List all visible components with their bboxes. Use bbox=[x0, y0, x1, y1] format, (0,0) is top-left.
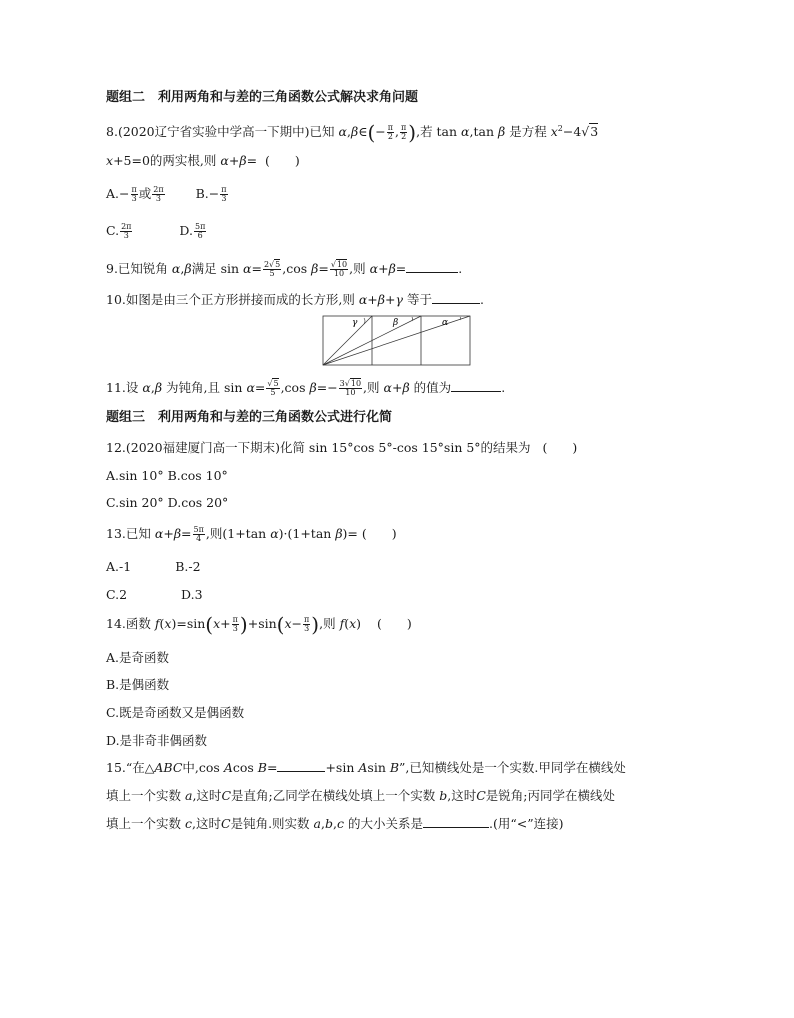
label-gamma: γ bbox=[352, 318, 358, 328]
question-12-options-ab: A.sin 10° B.cos 10° bbox=[106, 468, 228, 483]
three-squares-figure bbox=[320, 313, 472, 369]
question-15-line-3: 填上一个实数 c,这时C是钝角.则实数 a,b,c 的大小关系是 .(用“<”连接) bbox=[106, 816, 564, 831]
answer-paren: ( ) bbox=[264, 153, 300, 168]
answer-paren: ( ) bbox=[361, 526, 397, 541]
question-13: 13.已知 α+β= $\frac{5\pi}{4}$ ,则(1+tan α)·(1+tan β)= ( ) bbox=[106, 525, 397, 543]
answer-blank[interactable] bbox=[406, 260, 458, 273]
question-14: 14.函数 f(x)=sin(x+ $\frac{\pi}{3}$ )+sin(x− $\frac{\pi}{3}$ ),则 f(x) ( ) bbox=[106, 612, 412, 637]
question-8-options-cd: C. $\frac{2\pi}{3}$ D. $\frac{5\pi}{6}$ bbox=[106, 222, 206, 240]
arc-beta bbox=[412, 317, 413, 321]
question-15-line-2: 填上一个实数 a,这时C是直角;乙同学在横线处填上一个实数 b,这时C是锐角;丙同学在横线处 bbox=[106, 788, 616, 803]
answer-paren: ( ) bbox=[542, 440, 578, 455]
answer-blank[interactable] bbox=[423, 815, 489, 828]
label-beta: β bbox=[393, 318, 399, 328]
question-12: 12.(2020福建厦门高一下期末)化简 sin 15°cos 5°-cos 15°sin 5°的结果为 ( ) bbox=[106, 440, 578, 455]
section-3-heading: 题组三 利用两角和与差的三角函数公式进行化简 bbox=[106, 410, 393, 425]
question-14-option-a: A.是奇函数 bbox=[106, 650, 170, 665]
question-8-line-2: x+5=0的两实根,则 α+β= ( ) bbox=[106, 153, 300, 168]
question-10: 10.如图是由三个正方形拼接而成的长方形,则 α+β+γ 等于 . bbox=[106, 292, 484, 307]
question-13-options-ab: A.-1 B.-2 bbox=[106, 559, 201, 574]
question-14-option-c: C.既是奇函数又是偶函数 bbox=[106, 705, 245, 720]
answer-blank[interactable] bbox=[451, 379, 501, 392]
answer-blank[interactable] bbox=[432, 291, 480, 304]
question-8-options-ab: A.− $\frac{\pi}{3}$ 或 $\frac{2\pi}{3}$ B.− $\frac{\pi}{3}$ bbox=[106, 185, 227, 203]
question-11: 11.设 α,β 为钝角,且 sin α= $\frac{√5}{5}$ ,cos β=− $\frac{3√10}{10}$ ,则 α+β 的值为 . bbox=[106, 379, 506, 397]
section-2-heading: 题组二 利用两角和与差的三角函数公式解决求角问题 bbox=[106, 90, 419, 105]
formula-blank[interactable] bbox=[277, 759, 325, 772]
answer-paren: ( ) bbox=[376, 616, 412, 631]
question-8-line-1: 8.(2020辽宁省实验中学高一下期中)已知 α,β∈(− $\frac{\pi}{2}$ , $\frac{\pi}{2}$ ),若 tan α,tan β 是方程 $x^2-4√3$ bbox=[106, 120, 599, 145]
question-9: 9.已知锐角 α,β满足 sin α= $\frac{2√5}{5}$ ,cos β= $\frac{√10}{10}$ ,则 α+β= . bbox=[106, 260, 463, 278]
question-14-option-b: B.是偶函数 bbox=[106, 677, 170, 692]
arc-alpha bbox=[460, 317, 461, 320]
question-15-line-1: 15.“在△ABC中,cos Acos B= +sin Asin B”,已知横线处是一个实数.甲同学在横线处 bbox=[106, 760, 626, 775]
label-alpha: α bbox=[442, 318, 449, 328]
question-14-option-d: D.是非奇非偶函数 bbox=[106, 733, 208, 748]
question-13-options-cd: C.2 D.3 bbox=[106, 587, 203, 602]
question-12-options-cd: C.sin 20° D.cos 20° bbox=[106, 495, 229, 510]
